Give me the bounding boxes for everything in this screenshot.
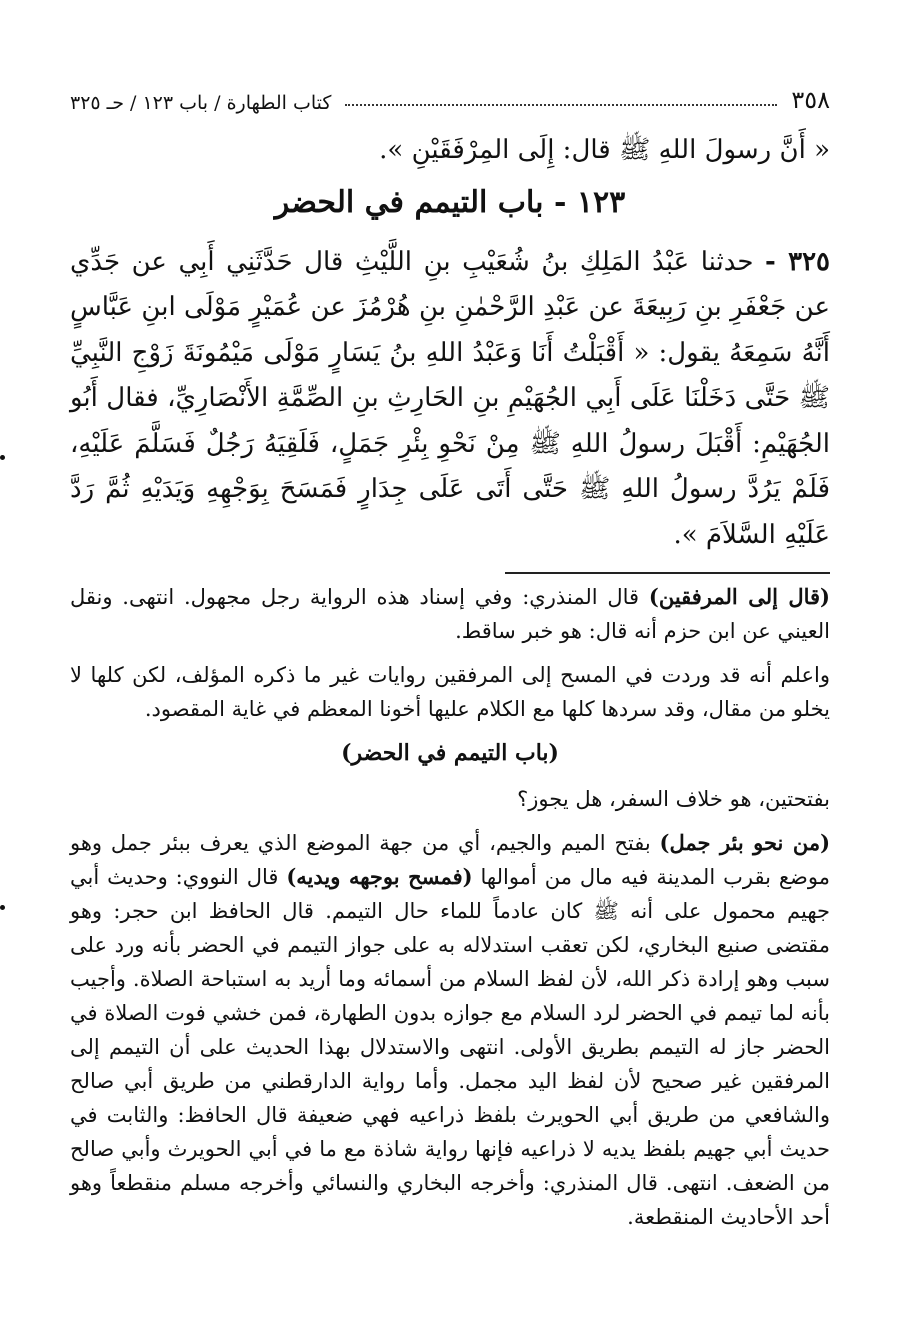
commentary-heading: (من نحو بئر جمل) [659, 830, 831, 855]
commentary-heading: (فمسح بوجهه ويديه) [286, 864, 473, 889]
commentary [70, 580, 830, 1234]
commentary-text: قال النووي: وحديث أبي جهيم محمول على أنه ﷺ كان عادماً للماء حال التيمم. قال الحافظ ابن حجر: وهو مقتضى صنيع البخاري، لكن تعقب استدلاله به على جواز التيمم في الحضر بأنه ورد على سبب وهو إرادة ذكر الله، لأن لفظ السلام من أسمائه وما أريد به استباحة الصلاة. وأجيب بأنه لما تيمم في الحضر لرد السلام مع جوازه بدون الطهارة، فمن خشي فوت الصلاة في الحضر جاز له التيمم بطريق الأولى. انتهى والاستدلال بهذا الحديث على أن التيمم إلى المرفقين غير صحيح لأن لفظ اليد مجمل. وأما رواية الدارقطني من طريق أبي صالح والشافعي من طريق أبي الحويرث بلفظ ذراعيه فهي ضعيفة قال الحافظ: والثابت في حديث أبي جهيم بلفظ يديه لا ذراعيه فإنها رواية شاذة مع ما في أبي الحويرث وأبي صالح من الضعف. انتهى. قال المنذري: وأخرجه البخاري والنسائي وأخرجه مسلم منقطعاً وهو أحد الأحاديث المنقطعة. [70, 865, 830, 1229]
hadith-number: ٣٢٥ - [764, 246, 831, 277]
commentary-heading: (قال إلى المرفقين) [648, 584, 830, 609]
margin-mark [0, 455, 5, 460]
hadith-text [70, 240, 830, 559]
page-number: ٣٥٨ [791, 86, 830, 114]
commentary-subtitle: (باب التيمم في الحضر) [341, 740, 559, 766]
commentary-text: قال المنذري: وفي إسناد هذه الرواية رجل مجهول. انتهى. ونقل العيني عن ابن حزم أنه قال: هو خبر ساقط. [70, 585, 830, 643]
hadith-body: حدثنا عَبْدُ المَلِكِ بنُ شُعَيْبِ بنِ اللَّيْثِ قال حَدَّثَنِي أَبِي عن جَدِّي عن جَعْفَرِ بنِ رَبِيعَةَ عن عَبْدِ الرَّحْمٰنِ بنِ هُرْمُزَ عن عُمَيْرٍ مَوْلَى ابنِ عَبَّاسٍ أَنَّهُ سَمِعَهُ يقول: « أَقْبَلْتُ أَنَا وَعَبْدُ اللهِ بنُ يَسَارٍ مَوْلَى مَيْمُونَةَ زَوْجِ النَّبِيِّ ﷺ حَتَّى دَخَلْنَا عَلَى أَبِي الجُهَيْمِ بنِ الحَارِثِ بنِ الصِّمَّةِ الأَنْصَارِيِّ، فقال أَبُو الجُهَيْمِ: أَقْبَلَ رسولُ اللهِ ﷺ مِنْ نَحْوِ بِئْرِ جَمَلٍ، فَلَقِيَهُ رَجُلٌ فَسَلَّمَ عَلَيْهِ، فَلَمْ يَرُدَّ رسولُ اللهِ ﷺ حَتَّى أَتَى عَلَى جِدَارٍ فَمَسَحَ بِوَجْهِهِ وَيَدَيْهِ ثُمَّ رَدَّ عَلَيْهِ السَّلاَمَ ». [70, 246, 830, 550]
commentary-paragraph: بفتحتين، هو خلاف السفر، هل يجوز؟ [517, 787, 830, 811]
margin-mark [0, 905, 5, 910]
commentary-text: بفتح الميم والجيم، أي من جهة الموضع الذي يعرف ببئر جمل وهو موضع بقرب المدينة فيه مال من أموالها [70, 831, 830, 889]
header-dots [345, 104, 777, 106]
commentary-paragraph [70, 580, 830, 648]
previous-hadith-end: « أَنَّ رسولَ اللهِ ﷺ قال: إِلَى المِرْفَقَيْنِ ». [379, 135, 830, 165]
footnote-divider [505, 572, 830, 574]
commentary-paragraph [70, 826, 830, 1234]
running-title: كتاب الطهارة / باب ١٢٣ / حـ ٣٢٥ [70, 92, 332, 114]
chapter-title: ١٢٣ - باب التيمم في الحضر [274, 184, 626, 220]
document-page [70, 80, 830, 1244]
commentary-paragraph: واعلم أنه قد وردت في المسح إلى المرفقين روايات غير ما ذكره المؤلف، لكن كلها لا يخلو من مقال، وقد سردها كلها مع الكلام عليها أخونا المعظم في غاية المقصود. [70, 663, 830, 721]
page-header [70, 80, 830, 114]
